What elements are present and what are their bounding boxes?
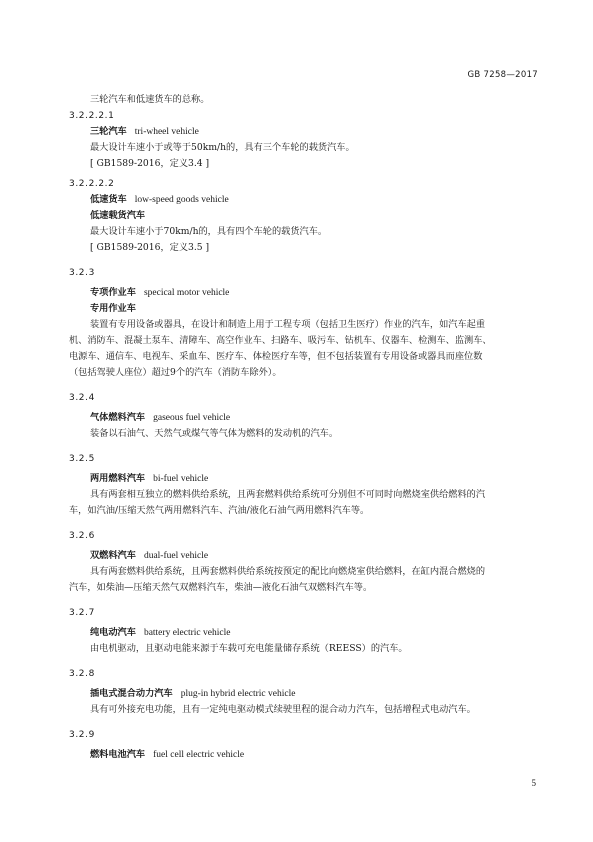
definition-line: 车，如汽油/压缩天然气两用燃料汽车、汽油/液化石油气两用燃料汽车等。 (69, 505, 370, 516)
term-chinese: 三轮汽车 (90, 126, 127, 137)
clause-number: 3.2.6 (69, 531, 95, 541)
term-definition: 最大设计车速小于70km/h的，具有四个车轮的载货汽车。 (90, 226, 328, 237)
definition-line: 汽车，如柴油—压缩天然气双燃料汽车，柴油—液化石油气双燃料汽车等。 (69, 582, 373, 593)
intro-text: 三轮汽车和低速货车的总称。 (90, 94, 210, 105)
term-heading (69, 285, 541, 301)
page-number: 5 (531, 778, 536, 788)
term-reference: [ GB1589-2016，定义3.4 ] (90, 158, 210, 169)
term-english: fuel cell electric vehicle (153, 750, 245, 760)
definition-line: 装置有专用设备或器具，在设计和制造上用于工程专项（包括卫生医疗）作业的汽车，如汽车起重 (90, 319, 486, 330)
term-english: gaseous fuel vehicle (153, 413, 231, 423)
page-content (69, 92, 541, 763)
term-english: dual-fuel vehicle (143, 551, 209, 561)
term-english: battery electric vehicle (143, 628, 231, 638)
term-chinese: 低速货车 (90, 194, 127, 205)
definition-line: 具有两套燃料供给系统，且两套燃料供给系统按预定的配比向燃烧室供给燃料，在缸内混合燃烧的 (90, 566, 486, 577)
term-chinese: 专项作业车 (90, 287, 136, 298)
clause-number: 3.2.4 (69, 393, 95, 403)
definition-line: （包括驾驶人座位）超过9个的汽车（消防车除外）。 (69, 367, 282, 378)
term-chinese: 燃料电池汽车 (90, 749, 146, 760)
term-chinese: 气体燃料汽车 (90, 412, 146, 423)
standard-number: GB 7258—2017 (467, 70, 538, 80)
term-chinese: 两用燃料汽车 (90, 473, 146, 484)
term-reference: [ GB1589-2016，定义3.5 ] (90, 242, 210, 253)
term-chinese: 纯电动汽车 (90, 627, 136, 638)
term-heading (69, 192, 541, 208)
clause-number: 3.2.3 (69, 268, 95, 278)
term-english: low-speed goods vehicle (134, 195, 229, 205)
term-chinese-alt: 低速载货汽车 (90, 210, 146, 221)
clause-number: 3.2.2.2.1 (69, 111, 115, 121)
term-english: plug-in hybrid electric vehicle (180, 689, 296, 699)
definition-line: 电源车、通信车、电视车、采血车、医疗车、体检医疗车等，但不包括装置有专用设备或器具而座位数 (69, 351, 483, 362)
term-synonym (69, 301, 541, 317)
clause-number: 3.2.5 (69, 454, 95, 464)
term-heading (69, 625, 541, 641)
clause-number: 3.2.2.2.2 (69, 179, 115, 189)
clause-number: 3.2.7 (69, 608, 95, 618)
clause-number: 3.2.8 (69, 669, 95, 679)
term-chinese: 双燃料汽车 (90, 550, 136, 561)
definition-line: 机、消防车、混凝土泵车、清障车、高空作业车、扫路车、吸污车、钻机车、仪器车、检测车、监测车、 (69, 335, 492, 346)
term-heading (69, 124, 541, 140)
term-heading (69, 686, 541, 702)
term-english: tri-wheel vehicle (134, 127, 199, 137)
definition-line: 具有两套相互独立的燃料供给系统，且两套燃料供给系统可分别但不可同时向燃烧室供给燃料的汽 (90, 489, 486, 500)
term-heading (69, 747, 541, 763)
term-definition: 装备以石油气、天然气或煤气等气体为燃料的发动机的汽车。 (90, 428, 339, 439)
term-chinese: 插电式混合动力汽车 (90, 688, 173, 699)
term-synonym (69, 208, 541, 224)
term-heading (69, 548, 541, 564)
term-chinese-alt: 专用作业车 (90, 303, 136, 314)
term-heading (69, 410, 541, 426)
term-english: specical motor vehicle (143, 288, 230, 298)
term-english: bi-fuel vehicle (153, 474, 209, 484)
clause-number: 3.2.9 (69, 730, 95, 740)
term-heading (69, 471, 541, 487)
term-definition: 由电机驱动，且驱动电能来源于车载可充电能量储存系统（REESS）的汽车。 (90, 643, 408, 654)
term-definition: 具有可外接充电功能，且有一定纯电驱动模式续驶里程的混合动力汽车，包括增程式电动汽车。 (90, 704, 476, 715)
term-definition: 最大设计车速小于或等于50km/h的，具有三个车轮的载货汽车。 (90, 142, 355, 153)
